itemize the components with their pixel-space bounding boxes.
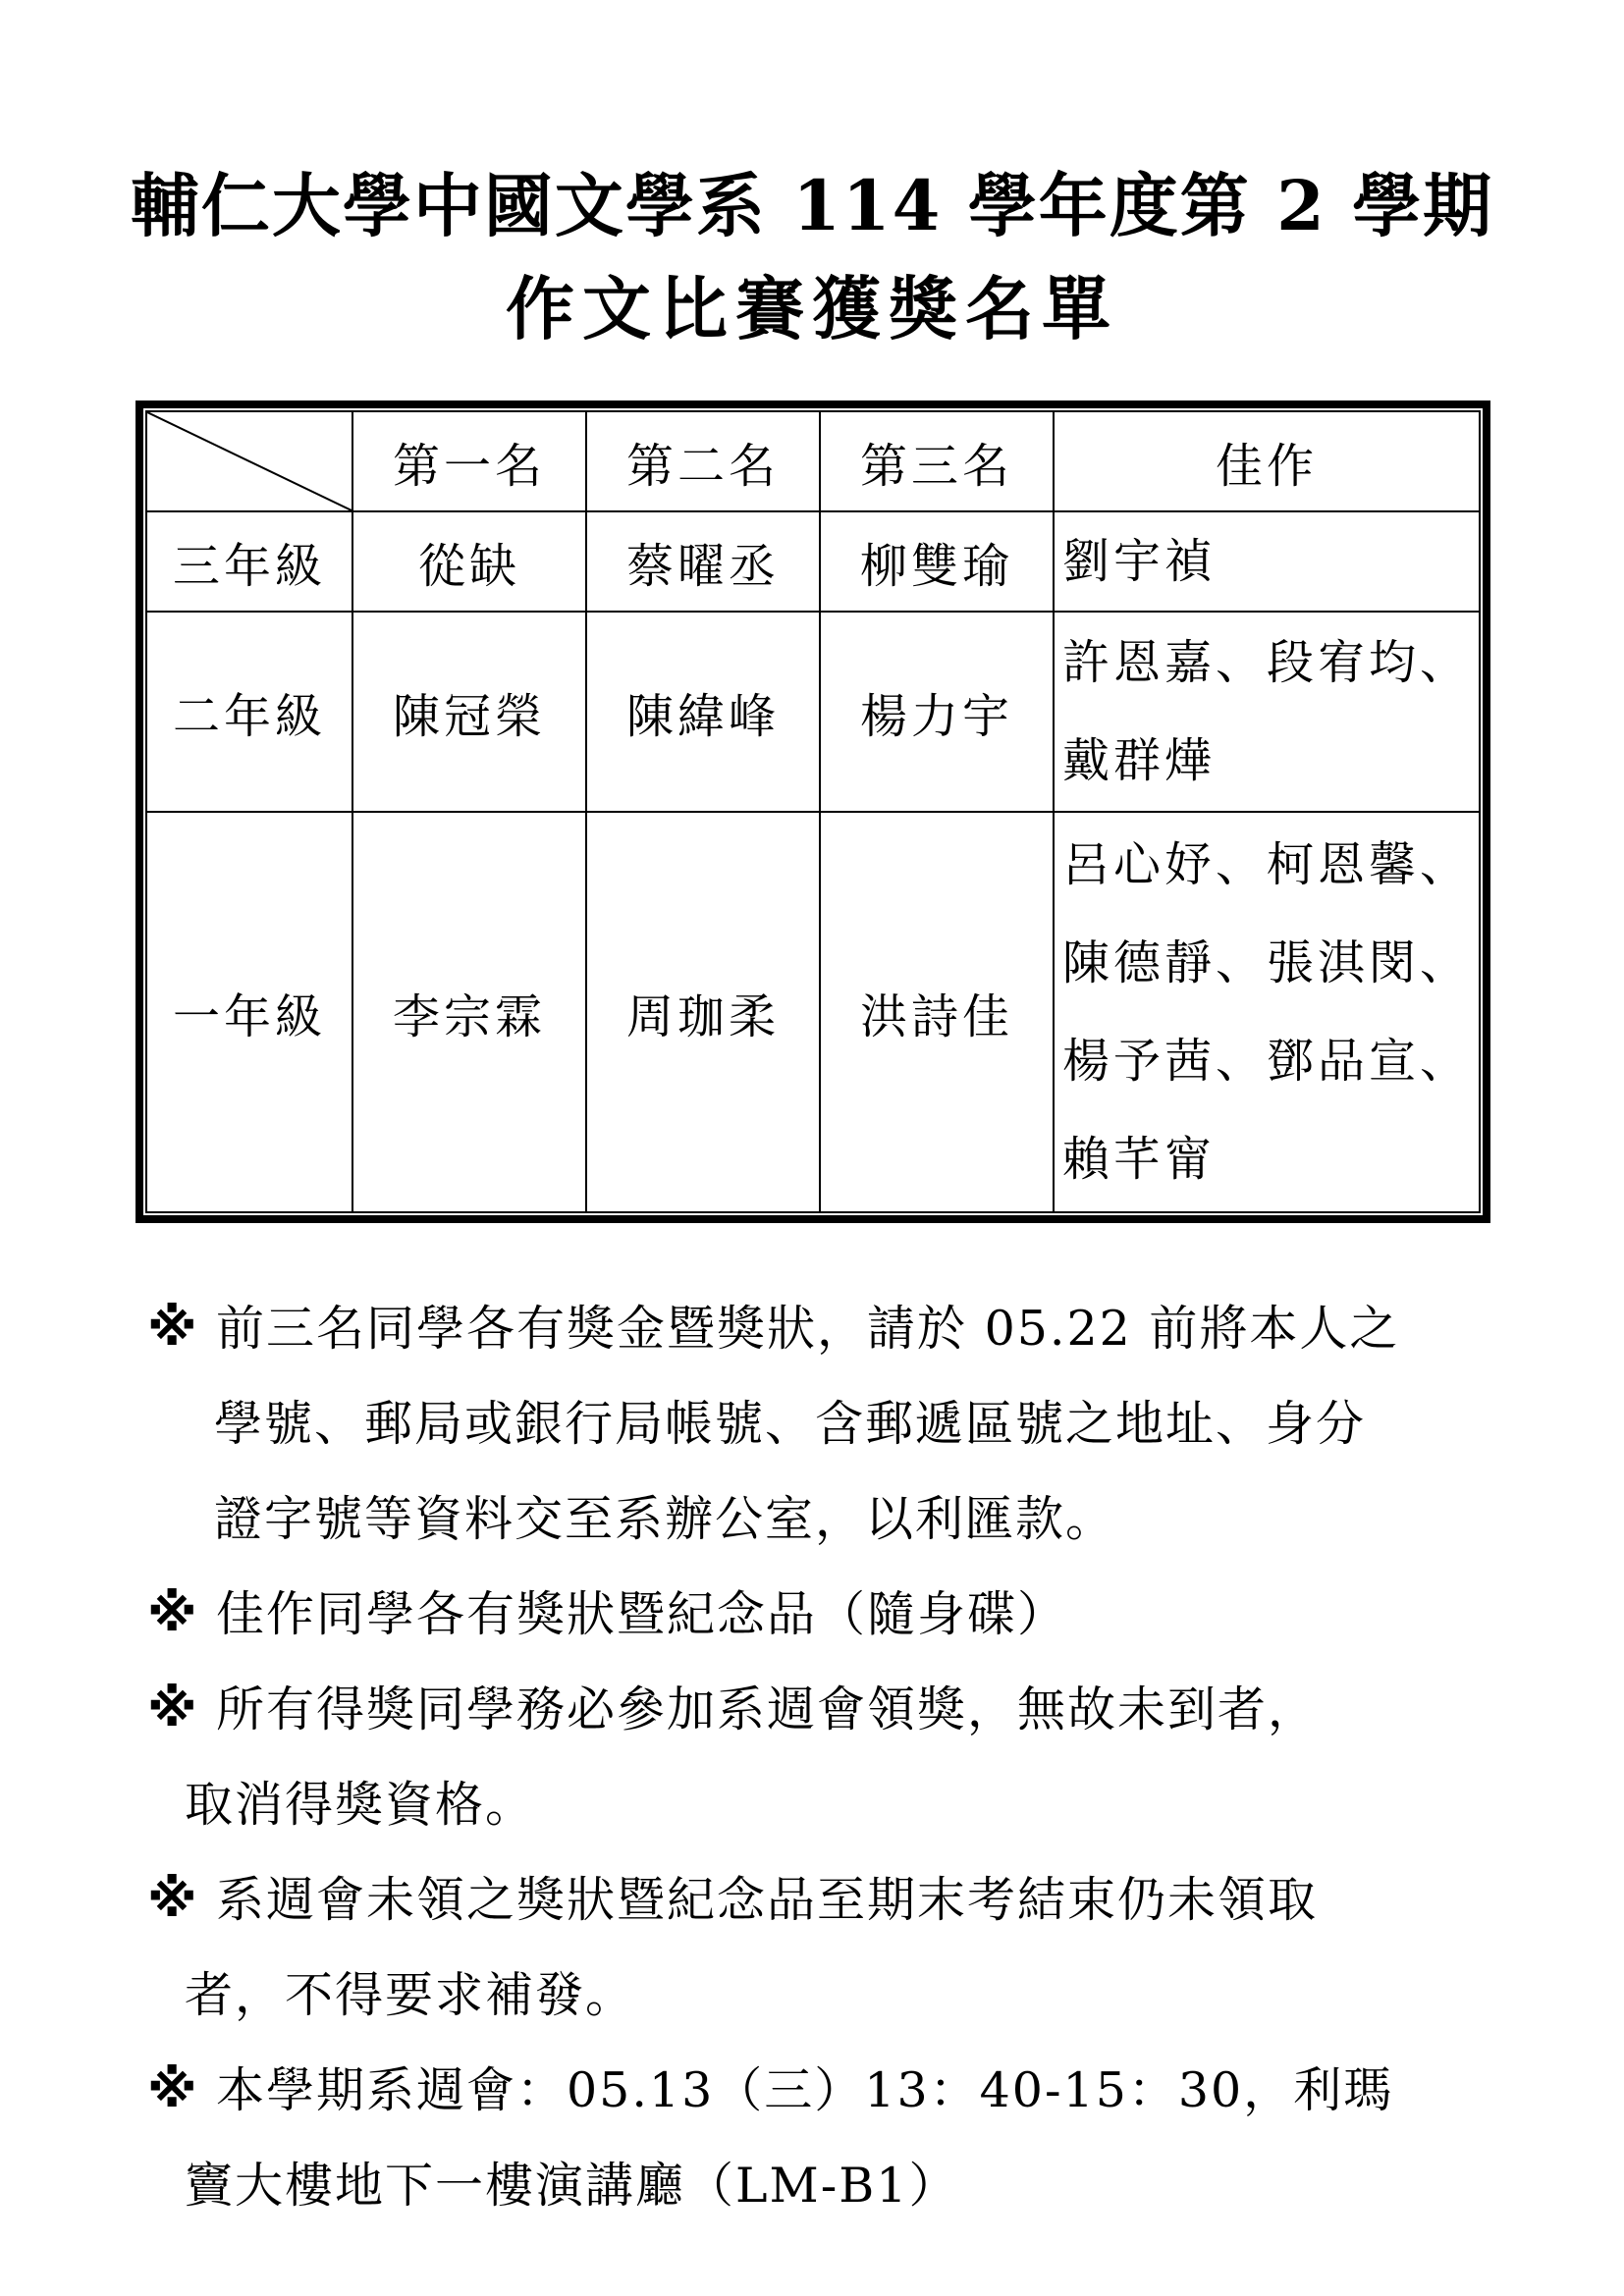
note-line: 系週會未領之獎狀暨紀念品至期末考結束仍未領取 [216,1872,1319,1928]
header-second-place: 第二名 [586,411,820,511]
grade-label: 一年級 [146,812,352,1212]
reference-mark-icon: ※ [147,1870,197,1929]
table-header-row [146,411,1480,511]
third-place-name: 柳雙瑜 [820,511,1054,612]
note-item [147,2043,1463,2233]
honorable-line: 楊予茜、鄧品宣、 [1062,1034,1472,1089]
reference-mark-icon: ※ [147,1299,197,1358]
honorable-line: 戴群燁 [1062,733,1217,788]
honorable-line: 呂心妤、柯恩馨、 [1062,837,1472,892]
third-place-name: 楊力宇 [820,612,1054,812]
honorable-mention-names [1054,812,1480,1212]
first-place-name: 從缺 [352,511,586,612]
note-line: 者，不得要求補發。 [185,1967,636,2023]
honorable-mention-names [1054,612,1480,812]
note-line: 佳作同學各有獎狀暨紀念品（隨身碟） [216,1586,1068,1642]
notes-section [147,1281,1463,2233]
note-item [147,1852,1463,2043]
awards-table-frame [135,400,1490,1223]
page-title: 輔仁大學中國文學系 114 學年度第 2 學期 [130,165,1494,246]
reference-mark-icon: ※ [147,2060,197,2119]
table-row-grade-1 [146,812,1480,1212]
note-line: 竇大樓地下一樓演講廳（LM-B1） [185,2158,959,2214]
honorable-line: 劉宇禎 [1062,534,1217,589]
grade-label: 二年級 [146,612,352,812]
reference-mark-icon: ※ [147,1584,197,1643]
awards-table [145,410,1481,1213]
honorable-line: 賴芊甯 [1062,1132,1217,1187]
note-line: 本學期系週會：05.13（三）13：40-15：30，利瑪 [216,2062,1394,2118]
note-line: 前三名同學各有獎金暨獎狀，請於 05.22 前將本人之 [216,1301,1400,1357]
second-place-name: 陳緯峰 [586,612,820,812]
honorable-line: 陳德靜、張淇閔、 [1062,935,1472,990]
note-line: 取消得獎資格。 [185,1777,536,1833]
header-first-place: 第一名 [352,411,586,511]
second-place-name: 周珈柔 [586,812,820,1212]
table-row-grade-2 [146,612,1480,812]
note-line: 學號、郵局或銀行局帳號、含郵遞區號之地址、身分 [214,1396,1367,1452]
note-item [147,1281,1463,1567]
corner-cell [146,411,352,511]
honorable-mention-names [1054,511,1480,612]
note-line: 證字號等資料交至系辦公室，以利匯款。 [214,1491,1116,1547]
second-place-name: 蔡曜丞 [586,511,820,612]
grade-label: 三年級 [146,511,352,612]
third-place-name: 洪詩佳 [820,812,1054,1212]
first-place-name: 陳冠榮 [352,612,586,812]
honorable-line: 許恩嘉、段宥均、 [1062,635,1472,690]
note-line: 所有得獎同學務必參加系週會領獎，無故未到者， [216,1682,1319,1737]
header-third-place: 第三名 [820,411,1054,511]
first-place-name: 李宗霖 [352,812,586,1212]
note-item [147,1567,1463,1662]
page-subtitle: 作文比賽獲獎名單 [506,268,1118,349]
header-honorable-mention: 佳作 [1054,411,1480,511]
table-row-grade-3 [146,511,1480,612]
reference-mark-icon: ※ [147,1680,197,1738]
diagonal-line [147,412,352,510]
note-item [147,1662,1463,1852]
